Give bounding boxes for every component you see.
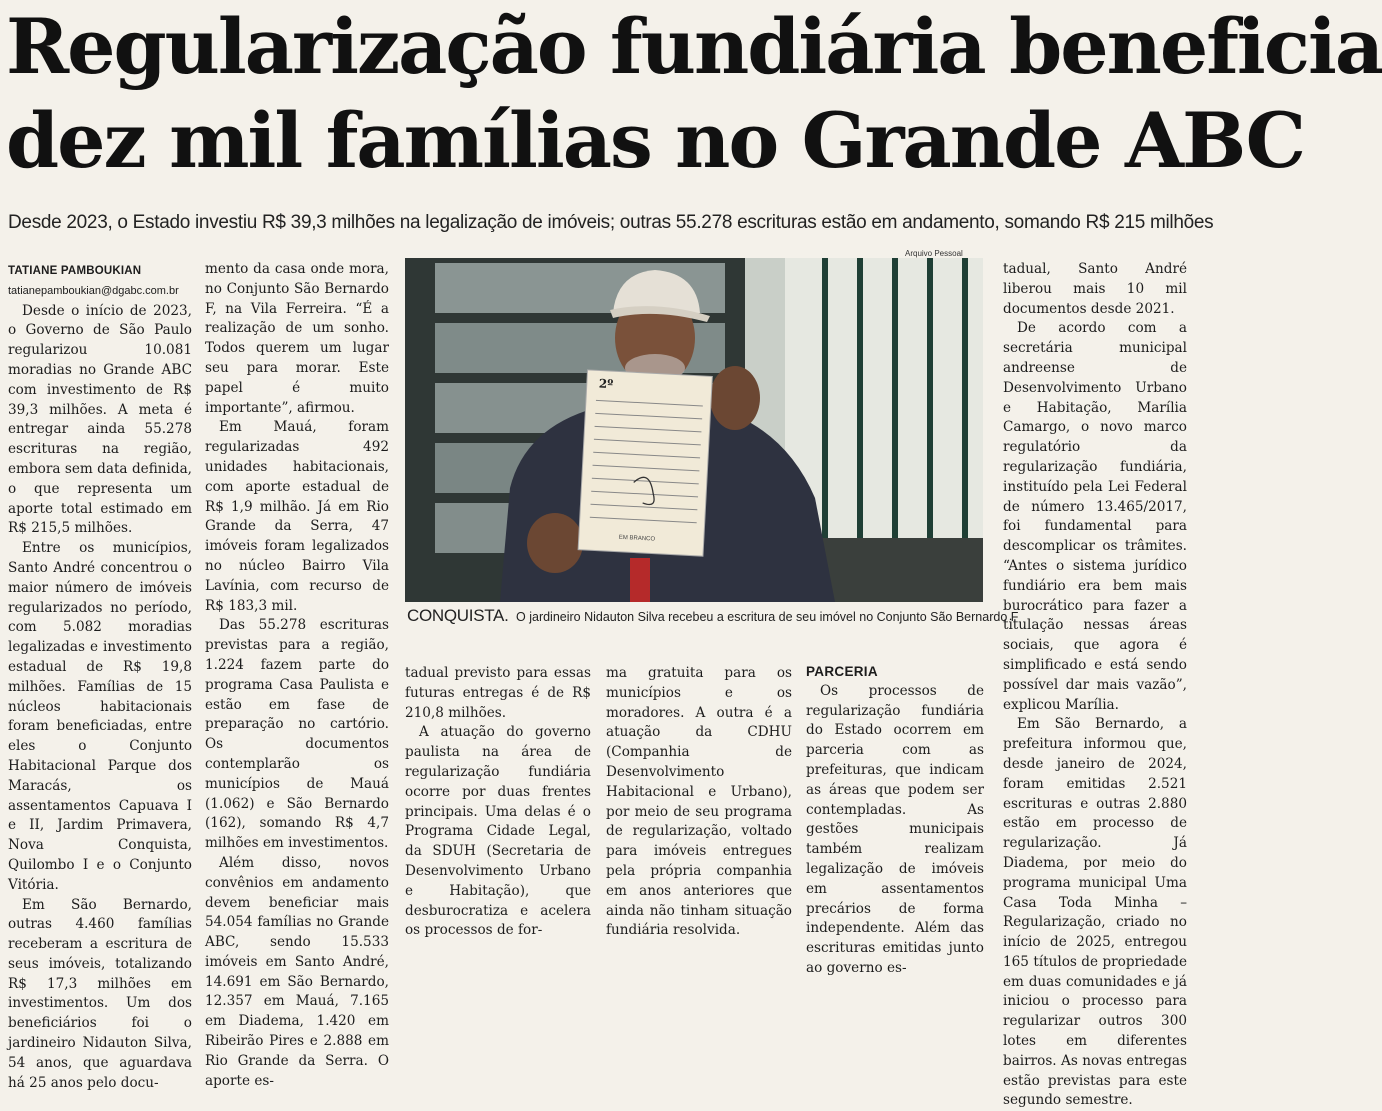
article-column-1: [8, 262, 192, 1093]
paragraph: Em São Bernardo, a prefeitura informou que, desde janeiro de 2024, foram emitidas 2.521 escrituras e outras 2.880 estão em processo de regularização. Já Diadema, por meio do programa municipal Uma Casa Toda Minha – Regularização, criado no início de 2025, entregou 165 títulos de propriedade em duas comunidades e já iniciou o processo para regularizar outros 300 lotes em diferentes bairros. As novas entregas estão previstas para este segundo semestre.: [1003, 716, 1187, 1109]
paragraph: mento da casa onde mora, no Conjunto São Bernardo F, na Vila Ferreira. “É a realização de um sonho. Todos querem um lugar seu para morar. Este papel é muito importante”, afirmou.: [205, 261, 389, 416]
paragraph: Em Mauá, foram regularizadas 492 unidades habitacionais, com aporte estadual de R$ 1,9 milhão. Já em Rio Grande da Serra, 47 imóveis foram legalizados no núcleo Bairro Vila Lavínia, com recurso de R$ 183,3 mil.: [205, 419, 389, 614]
paragraph: Das 55.278 escrituras previstas para a região, 1.224 fazem parte do programa Casa Paulista e estão em fase de preparação no cartório. Os documentos contemplarão os municípios de Mauá (1.062) e São Bernardo (162), somando R$ 4,7 milhões em investimentos.: [205, 617, 389, 852]
news-photo: [405, 258, 983, 602]
headline: [6, 0, 1382, 188]
article-column-2: [205, 260, 389, 1091]
caption-kicker: CONQUISTA.: [407, 606, 509, 625]
paragraph: Os processos de regularização fundiária do Estado ocorrem em parceria com as prefeituras, que indicam as áreas que podem ser contempladas. As gestões municipais também realizam legalização de imóveis em assentamentos precários de forma independente. Além das escrituras emitidas junto ao governo es-: [806, 682, 984, 976]
deck-subtitle: Desde 2023, o Estado investiu R$ 39,3 milhões na legalização de imóveis; outras 55.278 escrituras estão em andamento, somando R$ 215 milhões: [8, 212, 1214, 233]
article-column-6: [1003, 260, 1187, 1111]
caption-text: O jardineiro Nidauton Silva recebeu a escritura de seu imóvel no Conjunto São Bernardo F: [516, 610, 1019, 624]
paragraph: Em São Bernardo, outras 4.460 famílias receberam a escritura de seus imóveis, totalizando R$ 17,3 milhões em investimentos. Um dos beneficiários foi o jardineiro Nidauton Silva, 54 anos, que aguardava há 25 anos pelo docu-: [8, 896, 192, 1091]
paragraph: Além disso, novos convênios em andamento devem beneficiar mais 54.054 famílias no Grande ABC, sendo 15.533 imóveis em Santo André, 14.691 em São Bernardo, 12.357 em Mauá, 7.165 em Diadema, 1.420 em Ribeirão Pires e 2.888 em Rio Grande da Serra. O aporte es-: [205, 854, 389, 1089]
headline-line-2: dez mil famílias no Grande ABC: [6, 96, 1305, 185]
article-column-5: [806, 662, 984, 979]
byline-author: TATIANE PAMBOUKIAN: [8, 265, 142, 277]
paragraph: A atuação do governo paulista na área de regularização fundiária ocorre por duas frentes principais. Uma delas é o Programa Cidade Legal, da SDUH (Secretaria de Desenvolvimento Urbano e Habitação), que desburocratiza e acelera os processos de for-: [405, 724, 591, 939]
photo-illustration: [405, 258, 983, 602]
paragraph: Desde o início de 2023, o Governo de São Paulo regularizou 10.081 moradias no Grande ABC com investimento de R$ 39,3 milhões. A meta é entregar ainda 55.278 escrituras na região, embora sem data definida, o que representa um aporte total estimado em R$ 215,5 milhões.: [8, 302, 192, 537]
paragraph: tadual previsto para essas futuras entregas é de R$ 210,8 milhões.: [405, 665, 591, 721]
headline-line-1: Regularização fundiária beneficia: [6, 2, 1382, 91]
section-subhead: PARCERIA: [806, 664, 878, 679]
article-column-4: [606, 664, 792, 941]
byline-email: tatianepamboukian@dgabc.com.br: [8, 284, 179, 297]
photo-caption: [407, 606, 1019, 626]
article-column-3: [405, 664, 591, 941]
document-header: 2º: [598, 376, 614, 392]
paragraph: tadual, Santo André liberou mais 10 mil documentos desde 2021.: [1003, 261, 1187, 317]
paragraph: De acordo com a secretária municipal andreense de Desenvolvimento Urbano e Habitação, Marília Camargo, o novo marco regulatório da regularização fundiária, instituído pela Lei Federal de número 13.465/2017, foi fundamental para descomplicar os trâmites. “Antes o sistema jurídico fundiário era bem mais burocrático para fazer a titulação nessas áreas sociais, que agora é simplificado e está sendo possível dar mais vazão”, explicou Marília.: [1003, 320, 1187, 713]
paragraph: ma gratuita para os municípios e os moradores. A outra é a atuação da CDHU (Companhia de Desenvolvimento Habitacional e Urbano), por meio de seu programa de regularização, voltado para imóveis entregues pela própria companhia em anos anteriores que ainda não tinham situação fundiária resolvida.: [606, 665, 792, 939]
document-stamp: EM BRANCO: [618, 534, 656, 543]
paragraph: Entre os municípios, Santo André concentrou o maior número de imóveis regularizados no período, com 5.082 moradias legalizadas e investimento estadual de R$ 19,8 milhões. Famílias de 15 núcleos habitacionais foram beneficiadas, entre eles o Conjunto Habitacional Parque dos Maracás, os assentamentos Capuava I e II, Jardim Primavera, Nova Conquista, Quilombo I e o Conjunto Vitória.: [8, 540, 192, 893]
photo-credit: Arquivo Pessoal: [905, 249, 963, 258]
